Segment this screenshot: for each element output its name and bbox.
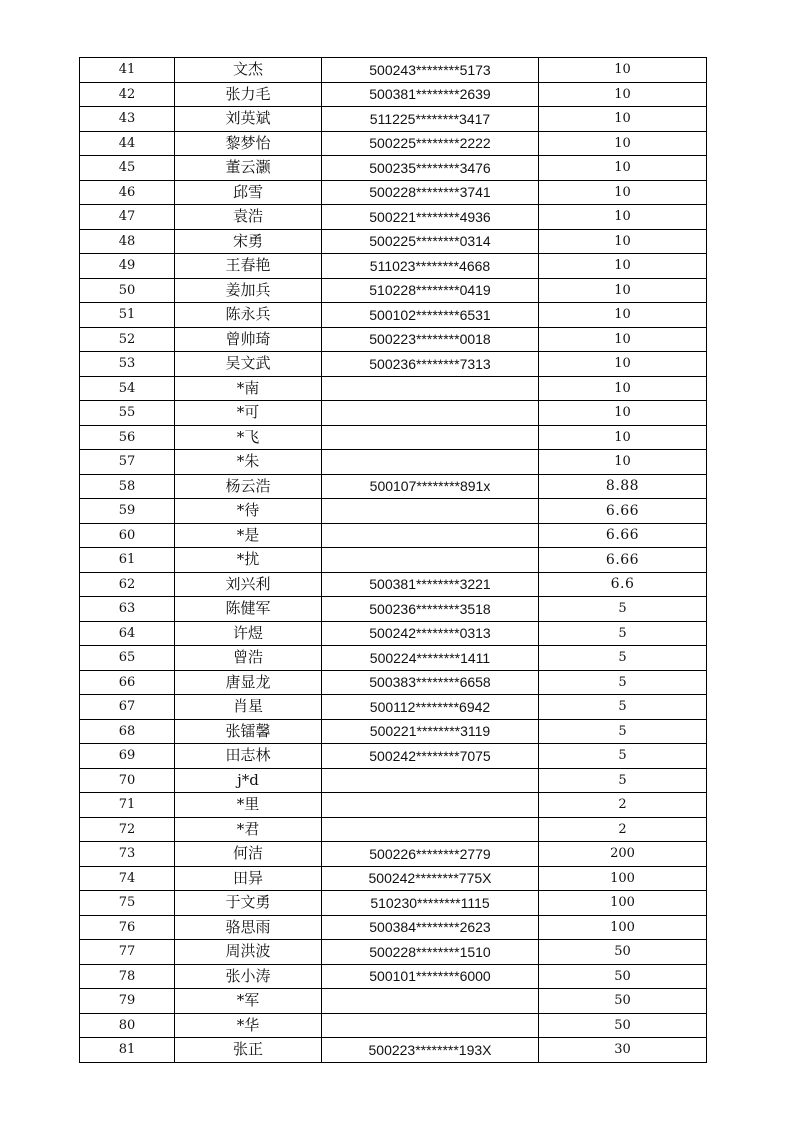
id-number xyxy=(322,425,539,450)
donation-amount: 10 xyxy=(539,450,707,475)
donation-amount: 6.66 xyxy=(539,499,707,524)
donation-amount: 100 xyxy=(539,866,707,891)
id-number xyxy=(322,401,539,426)
donation-amount: 2 xyxy=(539,793,707,818)
donation-amount: 10 xyxy=(539,107,707,132)
donor-name: 刘兴利 xyxy=(175,572,322,597)
donor-name: *朱 xyxy=(175,450,322,475)
row-number: 58 xyxy=(80,474,175,499)
donor-name: 肖星 xyxy=(175,695,322,720)
donor-name: 陈健军 xyxy=(175,597,322,622)
donation-amount: 10 xyxy=(539,425,707,450)
id-number xyxy=(322,1013,539,1038)
row-number: 47 xyxy=(80,205,175,230)
donation-amount: 50 xyxy=(539,964,707,989)
id-number: 500223********0018 xyxy=(322,327,539,352)
donation-amount: 10 xyxy=(539,327,707,352)
donation-amount: 30 xyxy=(539,1038,707,1063)
row-number: 76 xyxy=(80,915,175,940)
id-number: 500223********193X xyxy=(322,1038,539,1063)
donation-amount: 100 xyxy=(539,915,707,940)
donation-amount: 10 xyxy=(539,131,707,156)
donation-amount: 50 xyxy=(539,1013,707,1038)
table-row xyxy=(80,352,707,377)
table-row xyxy=(80,131,707,156)
id-number: 500243********5173 xyxy=(322,58,539,83)
table-row xyxy=(80,205,707,230)
donor-name: 张镭馨 xyxy=(175,719,322,744)
table-row xyxy=(80,670,707,695)
donation-amount: 5 xyxy=(539,670,707,695)
id-number xyxy=(322,376,539,401)
id-number xyxy=(322,548,539,573)
table-row xyxy=(80,719,707,744)
table-row xyxy=(80,82,707,107)
table-row xyxy=(80,695,707,720)
table-row xyxy=(80,303,707,328)
id-number: 500236********3518 xyxy=(322,597,539,622)
row-number: 59 xyxy=(80,499,175,524)
id-number: 500235********3476 xyxy=(322,156,539,181)
donor-name: 许煜 xyxy=(175,621,322,646)
donation-amount: 5 xyxy=(539,695,707,720)
donor-name: *待 xyxy=(175,499,322,524)
donation-amount: 10 xyxy=(539,278,707,303)
donation-amount: 10 xyxy=(539,180,707,205)
table-row xyxy=(80,523,707,548)
row-number: 67 xyxy=(80,695,175,720)
donor-name: *华 xyxy=(175,1013,322,1038)
donor-name: 何洁 xyxy=(175,842,322,867)
table-row xyxy=(80,327,707,352)
id-number: 500384********2623 xyxy=(322,915,539,940)
donor-name: 姜加兵 xyxy=(175,278,322,303)
donation-amount: 5 xyxy=(539,597,707,622)
table-row xyxy=(80,278,707,303)
id-number: 500381********2639 xyxy=(322,82,539,107)
row-number: 62 xyxy=(80,572,175,597)
table-row xyxy=(80,548,707,573)
donor-name: 张小涛 xyxy=(175,964,322,989)
table-row xyxy=(80,940,707,965)
row-number: 81 xyxy=(80,1038,175,1063)
id-number: 500228********3741 xyxy=(322,180,539,205)
id-number: 500107********891x xyxy=(322,474,539,499)
donor-name: 王春艳 xyxy=(175,254,322,279)
donor-name: 吴文武 xyxy=(175,352,322,377)
row-number: 46 xyxy=(80,180,175,205)
row-number: 44 xyxy=(80,131,175,156)
donation-amount: 200 xyxy=(539,842,707,867)
donation-amount: 10 xyxy=(539,82,707,107)
id-number: 500242********7075 xyxy=(322,744,539,769)
donor-name: 唐显龙 xyxy=(175,670,322,695)
id-number: 500228********1510 xyxy=(322,940,539,965)
row-number: 68 xyxy=(80,719,175,744)
row-number: 56 xyxy=(80,425,175,450)
donor-name: 曾浩 xyxy=(175,646,322,671)
table-row xyxy=(80,572,707,597)
table-row xyxy=(80,1013,707,1038)
id-number: 500224********1411 xyxy=(322,646,539,671)
table-row xyxy=(80,989,707,1014)
table-row xyxy=(80,768,707,793)
row-number: 80 xyxy=(80,1013,175,1038)
donor-name: *是 xyxy=(175,523,322,548)
donor-name: 曾帅琦 xyxy=(175,327,322,352)
row-number: 50 xyxy=(80,278,175,303)
id-number: 510230********1115 xyxy=(322,891,539,916)
table-row xyxy=(80,597,707,622)
row-number: 77 xyxy=(80,940,175,965)
id-number: 500112********6942 xyxy=(322,695,539,720)
row-number: 60 xyxy=(80,523,175,548)
id-number xyxy=(322,523,539,548)
donor-name: 田志林 xyxy=(175,744,322,769)
id-number: 500381********3221 xyxy=(322,572,539,597)
table-row xyxy=(80,58,707,83)
id-number: 500221********3119 xyxy=(322,719,539,744)
donor-name: 杨云浩 xyxy=(175,474,322,499)
row-number: 78 xyxy=(80,964,175,989)
donation-amount: 2 xyxy=(539,817,707,842)
table-row xyxy=(80,842,707,867)
id-number: 500236********7313 xyxy=(322,352,539,377)
row-number: 64 xyxy=(80,621,175,646)
id-number: 500225********2222 xyxy=(322,131,539,156)
table-row xyxy=(80,401,707,426)
table-row xyxy=(80,156,707,181)
id-number: 500225********0314 xyxy=(322,229,539,254)
table-row xyxy=(80,915,707,940)
donation-amount: 10 xyxy=(539,376,707,401)
row-number: 52 xyxy=(80,327,175,352)
donation-table xyxy=(79,57,707,1063)
row-number: 57 xyxy=(80,450,175,475)
donor-name: 骆思雨 xyxy=(175,915,322,940)
table-row xyxy=(80,964,707,989)
donation-amount: 10 xyxy=(539,156,707,181)
donation-amount: 50 xyxy=(539,989,707,1014)
table-row xyxy=(80,254,707,279)
id-number: 500221********4936 xyxy=(322,205,539,230)
donation-amount: 6.66 xyxy=(539,548,707,573)
row-number: 42 xyxy=(80,82,175,107)
donor-name: 张力毛 xyxy=(175,82,322,107)
id-number xyxy=(322,499,539,524)
id-number: 511225********3417 xyxy=(322,107,539,132)
table-row xyxy=(80,425,707,450)
donor-name: 刘英斌 xyxy=(175,107,322,132)
table-row xyxy=(80,180,707,205)
donor-name: 董云灏 xyxy=(175,156,322,181)
row-number: 53 xyxy=(80,352,175,377)
row-number: 43 xyxy=(80,107,175,132)
table-row xyxy=(80,1038,707,1063)
table-row xyxy=(80,744,707,769)
row-number: 48 xyxy=(80,229,175,254)
donation-amount: 5 xyxy=(539,621,707,646)
donation-table-body xyxy=(80,58,707,1063)
donor-name: 张正 xyxy=(175,1038,322,1063)
donor-name: 于文勇 xyxy=(175,891,322,916)
row-number: 65 xyxy=(80,646,175,671)
row-number: 55 xyxy=(80,401,175,426)
donor-name: 黎梦怡 xyxy=(175,131,322,156)
row-number: 70 xyxy=(80,768,175,793)
donor-name: *扰 xyxy=(175,548,322,573)
table-row xyxy=(80,891,707,916)
table-row xyxy=(80,866,707,891)
donation-amount: 6.66 xyxy=(539,523,707,548)
donation-amount: 10 xyxy=(539,254,707,279)
donation-amount: 10 xyxy=(539,58,707,83)
donor-name: *南 xyxy=(175,376,322,401)
donor-name: 田异 xyxy=(175,866,322,891)
id-number: 500242********0313 xyxy=(322,621,539,646)
donation-amount: 10 xyxy=(539,229,707,254)
table-row xyxy=(80,450,707,475)
table-row xyxy=(80,499,707,524)
row-number: 71 xyxy=(80,793,175,818)
row-number: 66 xyxy=(80,670,175,695)
donor-name: 宋勇 xyxy=(175,229,322,254)
donation-amount: 5 xyxy=(539,744,707,769)
donor-name: *飞 xyxy=(175,425,322,450)
id-number xyxy=(322,817,539,842)
donor-name: *里 xyxy=(175,793,322,818)
row-number: 51 xyxy=(80,303,175,328)
donation-amount: 10 xyxy=(539,205,707,230)
donor-name: *君 xyxy=(175,817,322,842)
table-row xyxy=(80,474,707,499)
donation-amount: 5 xyxy=(539,719,707,744)
row-number: 72 xyxy=(80,817,175,842)
donation-amount: 8.88 xyxy=(539,474,707,499)
donor-name: 袁浩 xyxy=(175,205,322,230)
id-number xyxy=(322,793,539,818)
row-number: 45 xyxy=(80,156,175,181)
id-number: 500226********2779 xyxy=(322,842,539,867)
table-row xyxy=(80,376,707,401)
row-number: 79 xyxy=(80,989,175,1014)
row-number: 74 xyxy=(80,866,175,891)
id-number: 511023********4668 xyxy=(322,254,539,279)
row-number: 69 xyxy=(80,744,175,769)
table-row xyxy=(80,621,707,646)
donor-name: 周洪波 xyxy=(175,940,322,965)
id-number xyxy=(322,768,539,793)
donation-amount: 50 xyxy=(539,940,707,965)
row-number: 54 xyxy=(80,376,175,401)
table-row xyxy=(80,646,707,671)
id-number: 500242********775X xyxy=(322,866,539,891)
donation-amount: 5 xyxy=(539,768,707,793)
donation-amount: 10 xyxy=(539,401,707,426)
donor-name: 陈永兵 xyxy=(175,303,322,328)
table-row xyxy=(80,229,707,254)
id-number: 500102********6531 xyxy=(322,303,539,328)
row-number: 63 xyxy=(80,597,175,622)
id-number: 500383********6658 xyxy=(322,670,539,695)
donor-name: j*d xyxy=(175,768,322,793)
row-number: 49 xyxy=(80,254,175,279)
donation-amount: 10 xyxy=(539,352,707,377)
donor-name: 文杰 xyxy=(175,58,322,83)
table-row xyxy=(80,817,707,842)
row-number: 73 xyxy=(80,842,175,867)
row-number: 61 xyxy=(80,548,175,573)
donation-amount: 5 xyxy=(539,646,707,671)
id-number: 510228********0419 xyxy=(322,278,539,303)
donor-name: 邱雪 xyxy=(175,180,322,205)
id-number: 500101********6000 xyxy=(322,964,539,989)
donation-amount: 100 xyxy=(539,891,707,916)
donation-amount: 6.6 xyxy=(539,572,707,597)
id-number xyxy=(322,450,539,475)
donation-amount: 10 xyxy=(539,303,707,328)
row-number: 41 xyxy=(80,58,175,83)
donor-name: *可 xyxy=(175,401,322,426)
row-number: 75 xyxy=(80,891,175,916)
id-number xyxy=(322,989,539,1014)
donor-name: *军 xyxy=(175,989,322,1014)
table-row xyxy=(80,107,707,132)
table-row xyxy=(80,793,707,818)
